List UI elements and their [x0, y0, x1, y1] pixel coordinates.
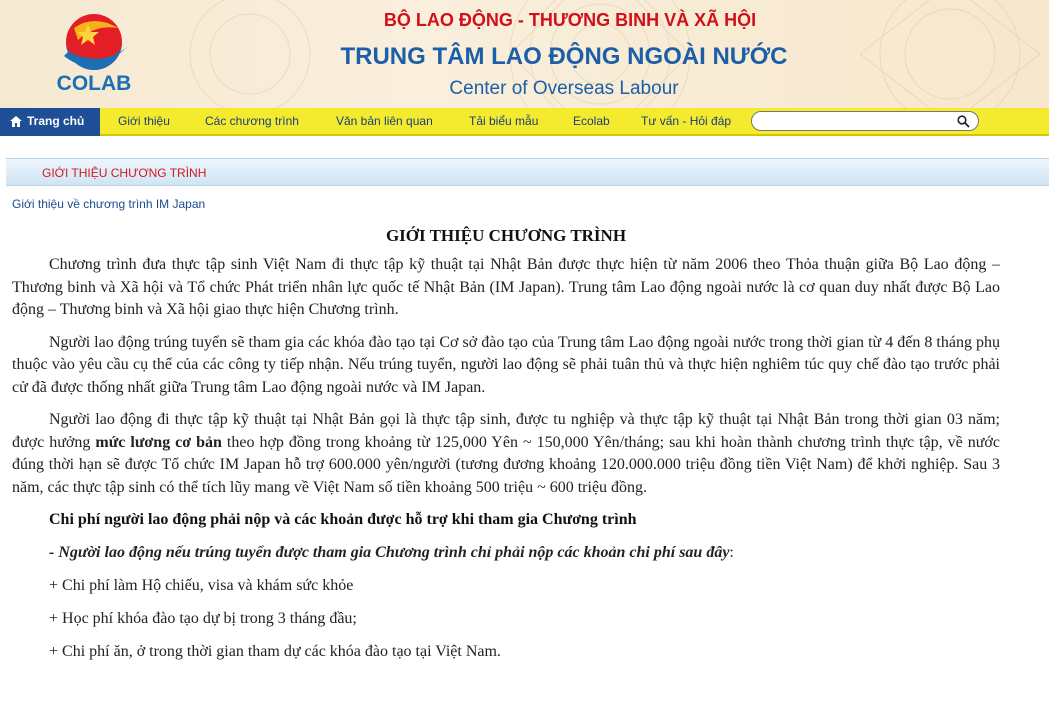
costs-intro	[12, 542, 1000, 564]
costs-intro-end: :	[729, 544, 734, 561]
main-nav	[0, 108, 1049, 136]
nav-item-cac-chuong-trinh[interactable]: Các chương trình	[205, 114, 299, 128]
ministry-title: BỘ LAO ĐỘNG - THƯƠNG BINH VÀ XÃ HỘI	[383, 10, 757, 30]
section-bar	[6, 158, 1049, 186]
article-body	[12, 226, 1000, 674]
article-title: GIỚI THIỆU CHƯƠNG TRÌNH	[385, 226, 627, 245]
costs-heading: Chi phí người lao động phải nộp và các khoản được hỗ trợ khi tham gia Chương trình	[49, 511, 637, 528]
search-box	[751, 111, 979, 131]
logo-text: COLAB	[56, 72, 132, 95]
costs-intro-dash: -	[49, 544, 59, 561]
nav-item-tu-van[interactable]: Tư vấn - Hỏi đáp	[641, 114, 732, 128]
nav-item-van-ban[interactable]: Văn bản liên quan	[336, 114, 433, 128]
costs-intro-text: Người lao động nếu trúng tuyển được tham gia Chương trình chỉ phải nộp các khoản chi phí sau đây	[58, 544, 730, 561]
center-english-title: Center of Overseas Labour	[449, 78, 679, 99]
nav-home-label: Trang chủ	[27, 114, 85, 128]
paragraph-2: Người lao động trúng tuyển sẽ tham gia các khóa đào tạo tại Cơ sở đào tạo của Trung tâm Lao động ngoài nước trong thời gian từ 4 đến 8 tháng phụ thuộc vào yêu cầu cụ thể của các công ty tiếp nhận. Nếu trúng tuyển, người lao động sẽ phải tuân thủ và thực hiện nghiêm túc quy chế đào tạo trước phải cử đã được thống nhất giữa Trung tâm Lao động ngoài nước và IM Japan.	[12, 333, 1000, 396]
home-icon	[10, 116, 22, 127]
cost-item: + Học phí khóa đào tạo dự bị trong 3 tháng đầu;	[49, 610, 357, 627]
nav-item-tai-bieu-mau[interactable]: Tải biểu mẫu	[469, 114, 539, 128]
paragraph-3	[12, 409, 1000, 499]
cost-item: + Chi phí ăn, ở trong thời gian tham dự các khóa đào tạo tại Việt Nam.	[49, 643, 501, 660]
paragraph-3-part-b: theo hợp đồng trong khoảng từ 125,000 Yên ~ 150,000 Yên/tháng; sau khi hoàn thành chương trình thực tập, về nước đúng thời hạn sẽ được Tổ chức IM Japan hỗ trợ 600.000 yên/người (tương đương khoảng 120.000.000 triệu đồng tiền Việt Nam) để khởi nghiệp. Sau 3 năm, các thực tập sinh có thể tích lũy mang về Việt Nam số tiền khoảng 500 triệu ~ 600 triệu đồng.	[12, 433, 1000, 496]
center-title: TRUNG TÂM LAO ĐỘNG NGOÀI NƯỚC	[340, 43, 788, 70]
search-icon[interactable]	[957, 115, 970, 128]
nav-item-ecolab[interactable]: Ecolab	[573, 114, 610, 128]
cost-item: + Chi phí làm Hộ chiếu, visa và khám sức khỏe	[49, 577, 354, 594]
salary-emphasis: mức lương cơ bản	[95, 433, 222, 451]
site-header	[0, 0, 1049, 108]
paragraph-1: Chương trình đưa thực tập sinh Việt Nam đi thực tập kỹ thuật tại Nhật Bản được thực hiện từ năm 2006 theo Thỏa thuận giữa Bộ Lao động – Thương binh và Xã hội và Tổ chức Phát triển nhân lực quốc tế Nhật Bản (IM Japan). Trung tâm Lao động ngoài nước là cơ quan duy nhất được Bộ Lao động – Thương binh và Xã hội giao thực hiện Chương trình.	[12, 256, 1000, 318]
nav-item-gioi-thieu[interactable]: Giới thiệu	[118, 114, 170, 128]
paragraph-3-part-a: Người lao động đi thực tập kỹ thuật tại Nhật Bản gọi là thực tập sinh, được tu nghiệp và thực tập kỹ thuật tại Nhật Bản trong thời gian 03 năm; được hưởng	[12, 411, 1000, 451]
search-input[interactable]	[760, 114, 950, 128]
nav-home[interactable]	[0, 108, 100, 136]
section-title: GIỚI THIỆU CHƯƠNG TRÌNH	[42, 166, 207, 180]
breadcrumb[interactable]: Giới thiệu về chương trình IM Japan	[12, 197, 206, 211]
